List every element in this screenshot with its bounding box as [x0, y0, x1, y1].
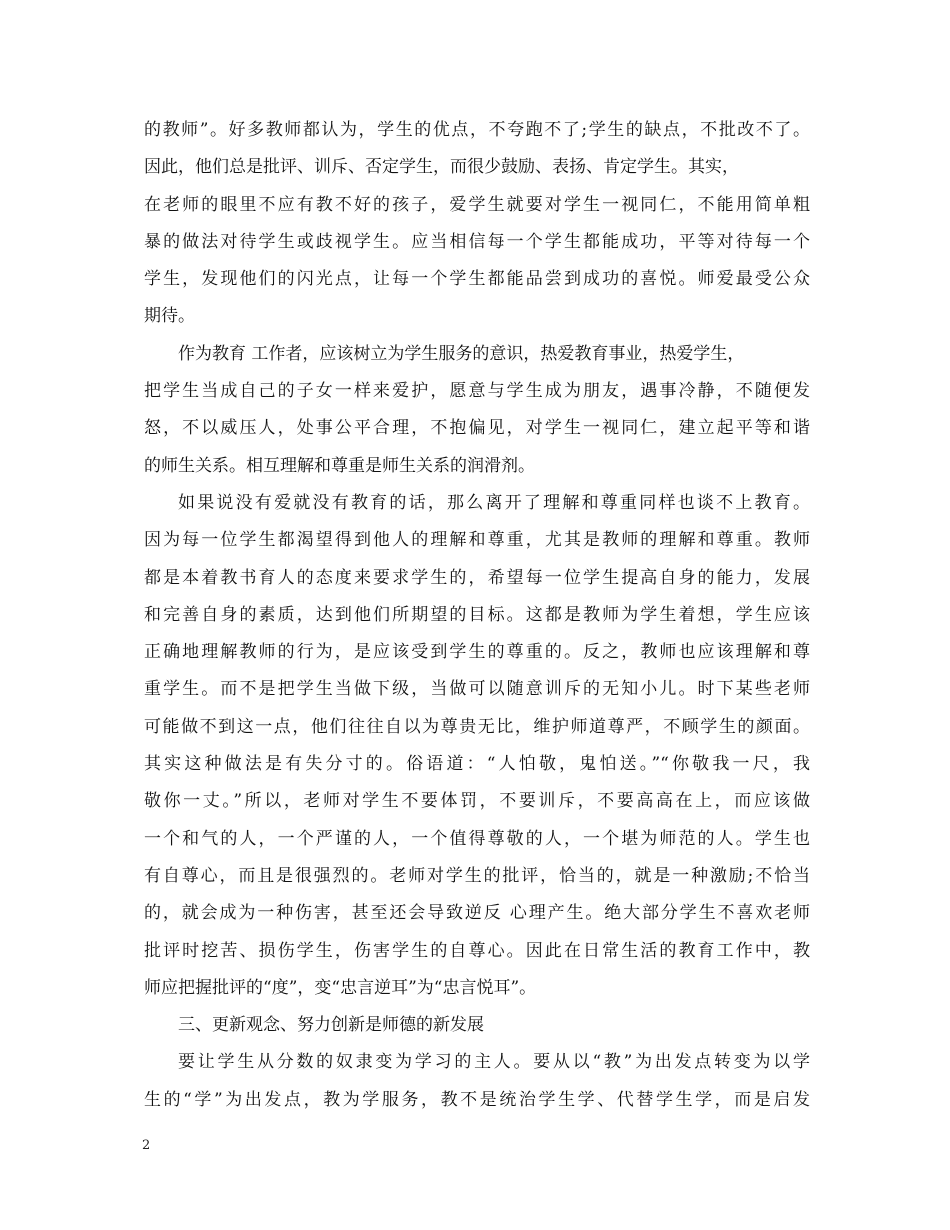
text-line: 的教师”。好多教师都认为，学生的优点，不夸跑不了;学生的缺点，不批改不了。	[144, 120, 810, 140]
text-line: 怒，不以威压人，处事公平合理，不抱偏见，对学生一视同仁，建立起平等和谐	[144, 418, 810, 439]
text-line: 三、更新观念、努力创新是师德的新发展	[178, 1015, 484, 1036]
text-line: 和完善自身的素质，达到他们所期望的目标。这都是教师为学生着想，学生应该	[144, 604, 810, 625]
page-number: 2	[142, 1138, 151, 1153]
text-line: 师应把握批评的“度”，变“忠言逆耳”为“忠言悦耳”。	[144, 977, 537, 998]
text-line: 敬你一丈。”所以，老师对学生不要体罚，不要训斥，不要高高在上，而应该做	[144, 791, 810, 812]
text-line: 的师生关系。相互理解和尊重是师生关系的润滑剂。	[144, 455, 535, 476]
text-line: 暴的做法对待学生或歧视学生。应当相信每一个学生都能成功，平等对待每一个	[144, 231, 810, 252]
text-line: 期待。	[144, 306, 195, 327]
text-line: 一个和气的人，一个严谨的人，一个值得尊敬的人，一个堪为师范的人。学生也	[144, 828, 810, 849]
text-line: 作为教育 工作者，应该树立为学生服务的意识，热爱教育事业，热爱学生，	[178, 343, 745, 364]
text-line: 都是本着教书育人的态度来要求学生的，希望每一位学生提高自身的能力，发展	[144, 567, 810, 588]
text-line: 因此，他们总是批评、训斥、否定学生，而很少鼓励、表扬、肯定学生。其实，	[144, 157, 739, 178]
text-line: 在老师的眼里不应有教不好的孩子，爱学生就要对学生一视同仁，不能用简单粗	[144, 194, 810, 215]
text-line: 学生，发现他们的闪光点，让每一个学生都能品尝到成功的喜悦。师爱最受公众	[144, 269, 810, 290]
text-line: 把学生当成自己的子女一样来爱护，愿意与学生成为朋友，遇事冷静，不随便发	[144, 381, 810, 402]
text-line: 因为每一位学生都渴望得到他人的理解和尊重，尤其是教师的理解和尊重。教师	[144, 530, 810, 551]
text-line: 的，就会成为一种伤害，甚至还会导致逆反 心理产生。绝大部分学生不喜欢老师	[144, 903, 810, 924]
text-line: 正确地理解教师的行为，是应该受到学生的尊重的。反之，教师也应该理解和尊	[144, 642, 810, 663]
body-text	[144, 112, 810, 1119]
text-line: 重学生。而不是把学生当做下级，当做可以随意训斥的无知小儿。时下某些老师	[144, 679, 810, 700]
text-line: 其实这种做法是有失分寸的。俗语道：“人怕敬，鬼怕送。”“你敬我一尺，我	[144, 754, 810, 775]
text-line: 可能做不到这一点，他们往往自以为尊贵无比，维护师道尊严，不顾学生的颜面。	[144, 716, 810, 737]
text-line: 批评时挖苦、损伤学生，伤害学生的自尊心。因此在日常生活的教育工作中，教	[144, 940, 810, 961]
text-line: 要让学生从分数的奴隶变为学习的主人。要从以“教”为出发点转变为以学	[178, 1052, 810, 1073]
text-line: 有自尊心，而且是很强烈的。老师对学生的批评，恰当的，就是一种激励;不恰当	[144, 865, 810, 886]
text-line: 生的“学”为出发点，教为学服务，教不是统治学生学、代替学生学，而是启发	[144, 1089, 810, 1110]
text-line: 如果说没有爱就没有教育的话，那么离开了理解和尊重同样也谈不上教育。	[178, 492, 810, 513]
